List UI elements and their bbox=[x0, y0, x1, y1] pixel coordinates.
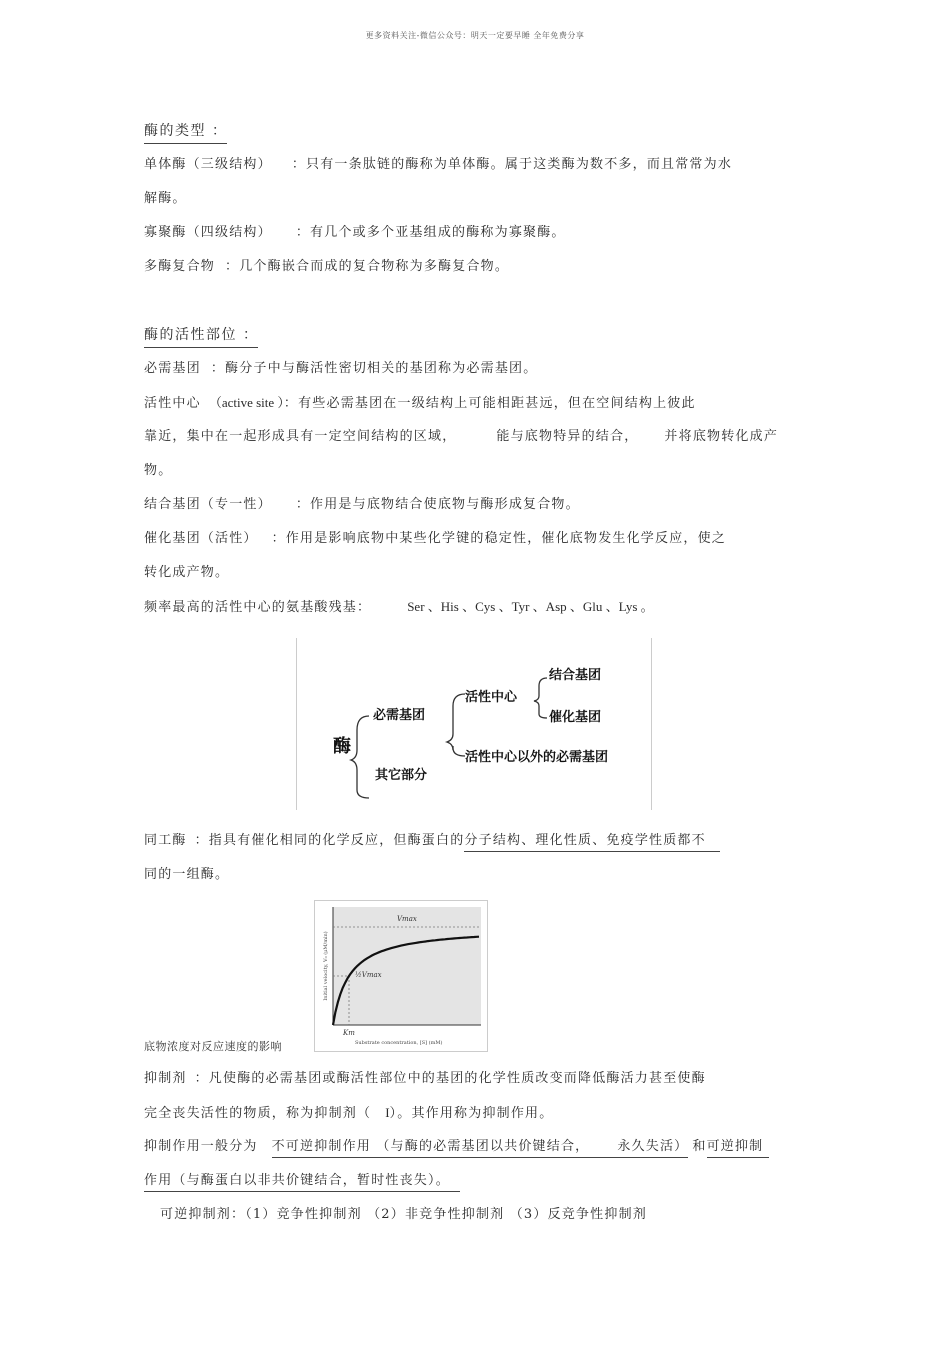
diagram-essential: 必需基团 bbox=[373, 708, 426, 723]
paragraph-catalytic-group: 催化基团（活性） ：作用是影响底物中某些化学键的稳定性，催化底物发生化学反应，使之 bbox=[144, 531, 727, 546]
paragraph-inhibitor: 抑制剂 ：凡使酶的必需基团或酶活性部位中的基团的化学性质改变而降低酶活力甚至使酶 bbox=[144, 1071, 706, 1086]
diagram-center: 活性中心 bbox=[465, 690, 518, 705]
paragraph-essential-group: 必需基团 ：酶分子中与酶活性密切相关的基团称为必需基团。 bbox=[144, 361, 538, 376]
diagram-other: 其它部分 bbox=[375, 768, 428, 783]
paragraph-reversible-types: 可逆抑制剂：（1）竞争性抑制剂 （2）非竞争性抑制剂 （3）反竞争性抑制剂 bbox=[160, 1207, 647, 1222]
paragraph-binding-group: 结合基团（专一性） ：作用是与底物结合使底物与酶形成复合物。 bbox=[144, 497, 580, 512]
graph-y-axis-label: Initial velocity, V₀ (μM/min) bbox=[323, 931, 329, 1001]
paragraph-catalytic-cont: 转化成产物。 bbox=[144, 565, 230, 580]
paragraph-active-center-cont: 靠近，集中在一起形成具有一定空间结构的区域， 能与底物特异的结合， 并将底物转化成产 bbox=[144, 429, 779, 444]
section-heading-enzyme-types: 酶的类型 ： bbox=[144, 122, 227, 140]
graph-x-axis-label: Substrate concentration, [S] (mM) bbox=[355, 1040, 443, 1046]
paragraph-active-center-end: 物。 bbox=[144, 463, 173, 478]
paragraph-active-center: 活性中心 （active site ）：有些必需基团在一级结构上可能相距甚远，但在空间结构上彼此 bbox=[144, 395, 696, 411]
graph-vmax-label: Vmax bbox=[397, 915, 417, 923]
enzyme-structure-diagram bbox=[296, 638, 652, 810]
paragraph-residues: 频率最高的活性中心的氨基酸残基： Ser 、His 、Cys 、Tyr 、Asp 、Glu 、Lys 。 bbox=[144, 599, 654, 615]
paragraph-inhibitor-cont: 完全丧失活性的物质，称为抑制剂（ I）。其作用称为抑制作用。 bbox=[144, 1105, 554, 1121]
paragraph-monomeric: 单体酶（三级结构） ：只有一条肽链的酶称为单体酶。属于这类酶为数不多，而且常常为水 bbox=[144, 157, 733, 172]
paragraph-isoenzyme-cont: 同的一组酶。 bbox=[144, 867, 230, 882]
paragraph-monomeric-cont: 解酶。 bbox=[144, 191, 187, 206]
paragraph-reversible: 作用（与酶蛋白以非共价键结合，暂时性丧失）。 bbox=[144, 1172, 460, 1190]
paragraph-isoenzyme: 同工酶 ：指具有催化相同的化学反应，但酶蛋白的分子结构、理化性质、免疫学性质都不 bbox=[144, 832, 720, 850]
diagram-catalytic: 催化基团 bbox=[549, 710, 602, 725]
diagram-outside: 活性中心以外的必需基团 bbox=[465, 750, 609, 765]
graph-caption: 底物浓度对反应速度的影响 bbox=[144, 1040, 282, 1053]
paragraph-oligomeric: 寡聚酶（四级结构） ：有几个或多个亚基组成的酶称为寡聚酶。 bbox=[144, 225, 566, 240]
page-header: 更多资料关注-微信公众号：明天一定要早睡 全年免费分享 bbox=[365, 31, 585, 40]
graph-half-vmax-label: ½Vmax bbox=[355, 971, 382, 979]
diagram-root: 酶 bbox=[333, 736, 351, 757]
paragraph-multienzyme: 多酶复合物 ：几个酶嵌合而成的复合物称为多酶复合物。 bbox=[144, 259, 510, 274]
diagram-binding: 结合基团 bbox=[549, 668, 602, 683]
substrate-velocity-graph bbox=[314, 900, 488, 1052]
section-heading-active-site: 酶的活性部位 ： bbox=[144, 326, 258, 344]
paragraph-inhibition-types: 抑制作用一般分为 不可逆抑制作用 （与酶的必需基团以共价键结合， 永久失活） 和可逆抑制 bbox=[144, 1138, 769, 1156]
graph-km-label: Km bbox=[343, 1029, 355, 1037]
graph-plot bbox=[315, 901, 487, 1051]
